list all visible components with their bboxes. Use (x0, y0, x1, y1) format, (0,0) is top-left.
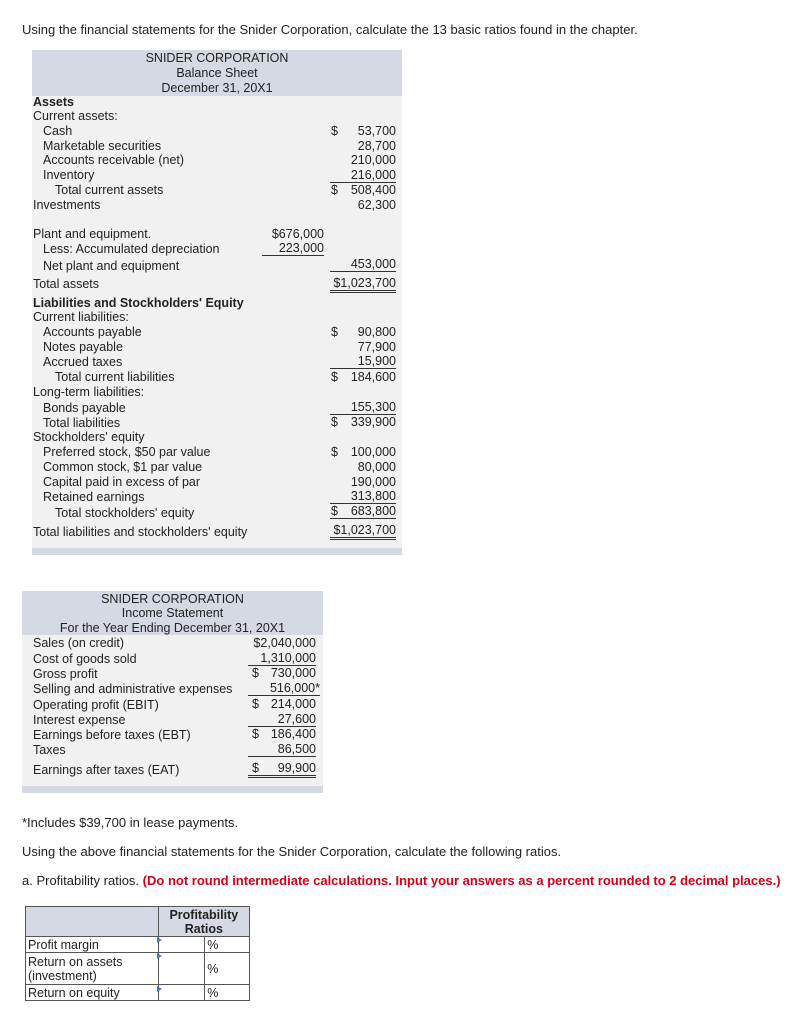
is-title: Income Statement (121, 606, 224, 620)
ltl-heading: Long-term liabilities: (33, 385, 145, 399)
eat-value: 99,900 (248, 761, 316, 778)
part-a-heading (22, 873, 781, 888)
dropdown-marker-icon (157, 986, 162, 992)
gp-label: Gross profit (33, 667, 98, 681)
eat-label: Earnings after taxes (EAT) (33, 763, 180, 777)
investments-label: Investments (33, 198, 101, 212)
liab-heading: Liabilities and Stockholders' Equity (33, 296, 244, 310)
part-a-label: a. Profitability ratios. (22, 873, 140, 888)
plant-label: Plant and equipment. (33, 227, 152, 241)
net-plant-label: Net plant and equipment (43, 259, 180, 273)
ebit-label: Operating profit (EBIT) (33, 698, 159, 712)
roa-input[interactable] (158, 953, 205, 985)
accum-value: 223,000 (262, 241, 324, 256)
pref-dollar: $ (331, 445, 338, 459)
investments-value: 62,300 (357, 198, 396, 212)
tse-dollar: $ (331, 504, 338, 518)
header-blank-cell (26, 907, 159, 937)
tse-label: Total stockholders' equity (55, 506, 195, 520)
tlse-label: Total liabilities and stockholders' equity (33, 525, 248, 539)
ar-label: Accounts receivable (net) (43, 153, 185, 167)
table-row (26, 937, 250, 953)
table-row (26, 953, 250, 985)
tl-dollar: $ (331, 415, 338, 429)
sga-label: Selling and administrative expenses (33, 682, 233, 696)
interest-label: Interest expense (33, 713, 126, 727)
gp-dollar: $ (252, 666, 259, 680)
ar-value: 210,000 (350, 153, 396, 167)
bonds-label: Bonds payable (43, 401, 126, 415)
bs-company: SNIDER CORPORATION (145, 51, 289, 65)
profit-margin-input[interactable] (158, 937, 205, 953)
net-plant-value: 453,000 (330, 257, 396, 272)
tlse-value: $1,023,700 (330, 523, 396, 540)
ebit-value: 214,000 (270, 697, 316, 711)
dropdown-marker-icon (157, 953, 162, 959)
sga-value: 516,000* (248, 681, 320, 696)
re-label: Retained earnings (43, 490, 145, 504)
total-assets-value: $1,023,700 (330, 276, 396, 293)
re-value: 313,800 (330, 489, 396, 504)
tse-value: 683,800 (330, 504, 396, 519)
tcl-value: 184,600 (350, 370, 396, 384)
np-label: Notes payable (43, 340, 123, 354)
row-label: Profit margin (26, 937, 159, 953)
tl-label: Total liabilities (43, 416, 121, 430)
tl-value: 339,900 (350, 415, 396, 429)
accrued-value: 15,900 (330, 354, 396, 369)
bs-title: Balance Sheet (176, 66, 258, 80)
taxes-label: Taxes (33, 743, 66, 757)
inventory-label: Inventory (43, 168, 95, 182)
assets-heading: Assets (33, 95, 74, 109)
current-assets-heading: Current assets: (33, 109, 118, 123)
ap-dollar: $ (331, 325, 338, 339)
table-header: Profitability Ratios (158, 907, 249, 937)
ap-value: 90,800 (357, 325, 396, 339)
cap-value: 190,000 (350, 475, 396, 489)
pref-value: 100,000 (350, 445, 396, 459)
eat-dollar: $ (252, 761, 259, 775)
pref-label: Preferred stock, $50 par value (43, 445, 211, 459)
instruction-text: Using the above financial statements for the Snider Corporation, calculate the following ratios. (22, 844, 562, 859)
tca-label: Total current assets (55, 183, 164, 197)
row-unit: % (205, 953, 250, 985)
np-value: 77,900 (357, 340, 396, 354)
cash-dollar: $ (331, 124, 338, 138)
is-period: For the Year Ending December 31, 20X1 (59, 621, 286, 635)
sales-label: Sales (on credit) (33, 636, 125, 650)
ebt-value: 186,400 (270, 727, 316, 741)
row-unit: % (205, 985, 250, 1001)
ap-label: Accounts payable (43, 325, 142, 339)
ebt-dollar: $ (252, 727, 259, 741)
cash-label: Cash (43, 124, 73, 138)
dropdown-marker-icon (157, 937, 162, 943)
plant-value: $676,000 (271, 227, 324, 241)
tca-value: 508,400 (350, 183, 396, 197)
part-a-note: (Do not round intermediate calculations. Input your answers as a percent rounded to 2 decimal places.) (142, 873, 781, 888)
tcl-label: Total current liabilities (55, 370, 175, 384)
footnote: *Includes $39,700 in lease payments. (22, 815, 239, 830)
cap-label: Capital paid in excess of par (43, 475, 201, 489)
se-heading: Stockholders' equity (33, 430, 145, 444)
roe-input[interactable] (158, 985, 205, 1001)
row-label: Return on equity (26, 985, 159, 1001)
question-text: Using the financial statements for the Snider Corporation, calculate the 13 basic ratios found in the chapter. (22, 22, 638, 37)
interest-value: 27,600 (248, 712, 316, 727)
profitability-table (25, 906, 250, 1001)
marketable-value: 28,700 (357, 139, 396, 153)
is-company: SNIDER CORPORATION (101, 592, 244, 606)
bs-date: December 31, 20X1 (161, 81, 273, 95)
table-row (26, 985, 250, 1001)
gp-value: 730,000 (270, 666, 316, 680)
cash-value: 53,700 (357, 124, 396, 138)
row-label: Return on assets (investment) (26, 953, 159, 985)
common-value: 80,000 (357, 460, 396, 474)
cogs-value: 1,310,000 (248, 651, 316, 666)
row-unit: % (205, 937, 250, 953)
cogs-label: Cost of goods sold (33, 652, 137, 666)
common-label: Common stock, $1 par value (43, 460, 203, 474)
accrued-label: Accrued taxes (43, 355, 123, 369)
tca-dollar: $ (331, 183, 338, 197)
ebt-label: Earnings before taxes (EBT) (33, 728, 191, 742)
ebit-dollar: $ (252, 697, 259, 711)
current-liab-heading: Current liabilities: (33, 310, 129, 324)
total-assets-label: Total assets (33, 277, 100, 291)
tcl-dollar: $ (331, 370, 338, 384)
inventory-value: 216,000 (330, 168, 396, 183)
sales-value: $2,040,000 (253, 636, 316, 650)
taxes-value: 86,500 (248, 742, 316, 757)
marketable-label: Marketable securities (43, 139, 162, 153)
accum-label: Less: Accumulated depreciation (43, 242, 220, 256)
bonds-value: 155,300 (330, 400, 396, 415)
